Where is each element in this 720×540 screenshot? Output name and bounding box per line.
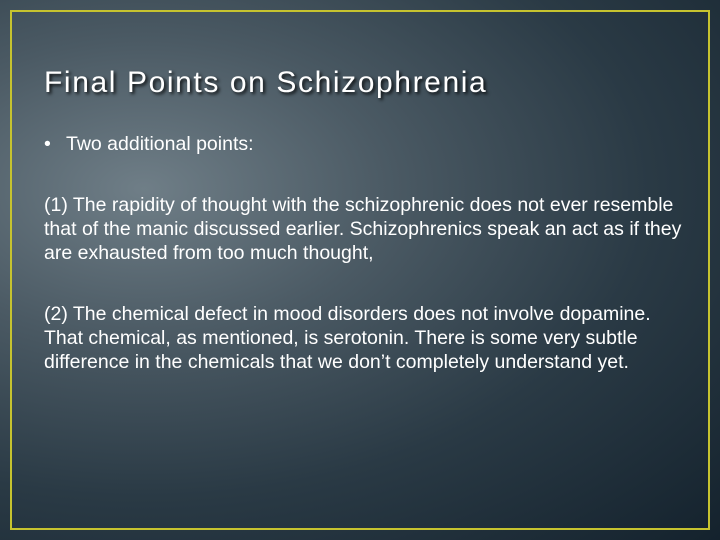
slide-title: Final Points on Schizophrenia (44, 66, 488, 99)
slide-body (44, 132, 684, 411)
paragraph-point-1: (1) The rapidity of thought with the schizophrenic does not ever resemble that of the manic discussed earlier. Schizophrenics speak an act as if they are exhausted from too much thought, (44, 194, 682, 264)
bullet-text: Two additional points: (66, 133, 254, 155)
bullet-marker: • (44, 133, 51, 155)
paragraph-point-2: (2) The chemical defect in mood disorders does not involve dopamine. That chemical, as mentioned, is serotonin. There is some very subtle difference in the chemicals that we don’t completely understand yet. (44, 303, 651, 373)
bullet-item (44, 132, 684, 156)
